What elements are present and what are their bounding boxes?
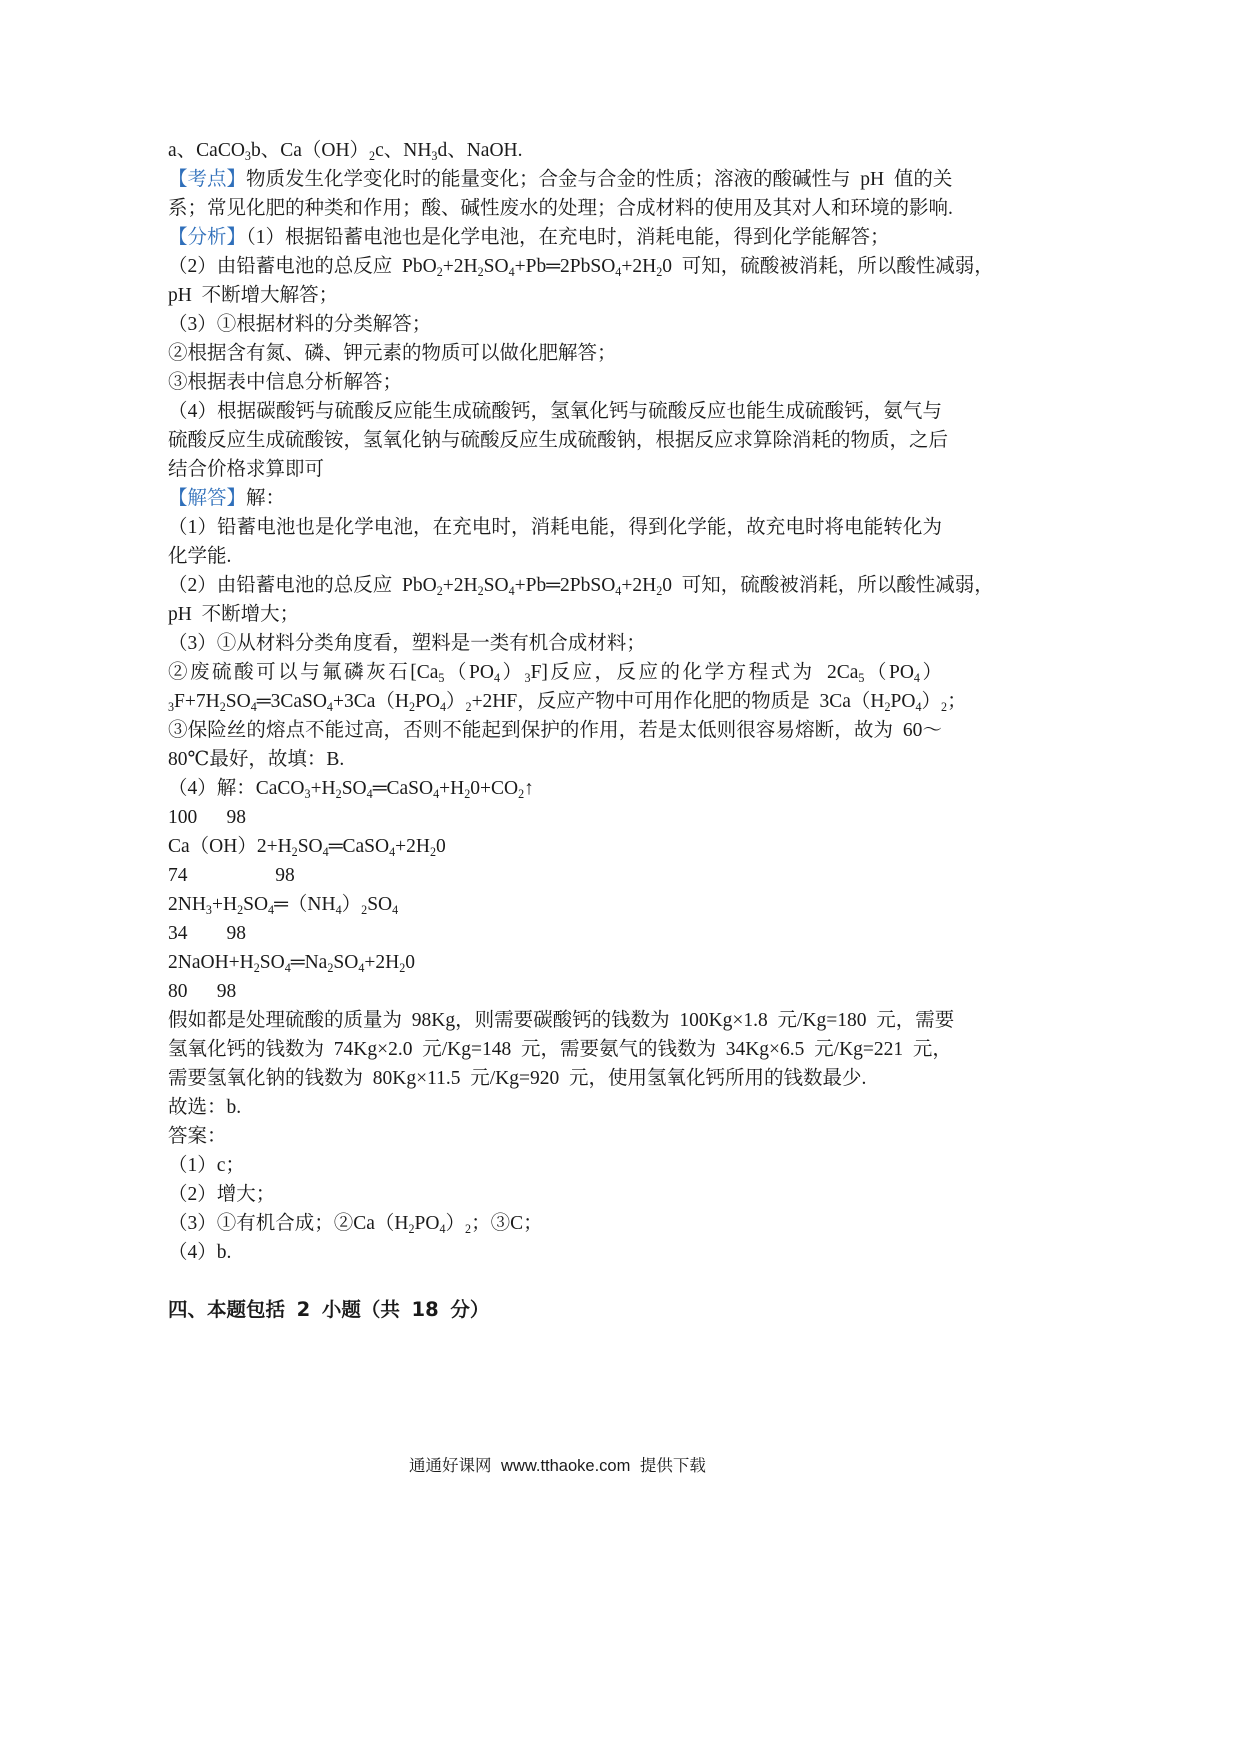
text-run: ③保险丝的熔点不能过高，否则不能起到保护的作用，若是太低则很容易熔断，故为 60～ [168,720,942,741]
text-run: （3）①根据材料的分类解答； [168,314,432,335]
section-label: 【分析】 [168,227,247,248]
text-line [168,919,942,948]
subscript: 2 [656,583,663,598]
subscript: 4 [508,583,515,598]
subscript: 4 [284,960,291,975]
text-run: +Pb═2PbSO [514,575,616,596]
text-run: 化学能. [168,546,232,567]
text-run: a、CaCO [168,140,245,161]
subscript: 2 [291,844,298,859]
answer-body [168,136,994,1267]
subscript: 3 [205,902,212,917]
text-run: ③根据表中信息分析解答； [168,372,403,393]
text-run: （2）由铅蓄电池的总反应 PbO [168,256,437,277]
text-line [168,455,942,484]
text-run: SO [259,952,285,973]
text-run: 0 可知，硫酸被消耗，所以酸性减弱， [662,575,994,596]
text-run: +H [310,778,336,799]
subscript: 5 [438,670,445,685]
text-run: 硫酸反应生成硫酸铵，氢氧化钠与硫酸反应生成硫酸钠，根据反应求算除消耗的物质，之后 [168,430,949,451]
subscript: 3 [168,699,175,714]
text-run: PO [415,691,440,712]
subscript: 4 [322,844,329,859]
text-run: ） [919,662,942,683]
subscript: 4 [250,699,257,714]
subscript: 4 [358,960,365,975]
text-run: 答案： [168,1126,227,1147]
subscript: 2 [429,844,437,859]
text-line [168,484,942,513]
text-run: pH 不断增大解答； [168,285,339,306]
text-line [168,368,942,397]
text-run: SO [225,691,251,712]
subscript: 2 [335,786,342,801]
text-line [168,716,942,745]
subscript: 2 [465,699,472,714]
text-run: ； [947,691,967,712]
subscript: 3 [304,786,311,801]
subscript: 2 [219,699,226,714]
text-run: ═CaSO [372,778,434,799]
text-run: （3）①有机合成；②Ca（H [168,1213,409,1234]
subscript: 4 [392,902,399,917]
text-run: SO [243,894,269,915]
text-run: 80℃最好，故填：B. [168,749,345,770]
text-run: +H [211,894,238,915]
text-line [168,165,953,194]
text-line [168,658,942,687]
text-line [168,310,942,339]
text-run: +2H [621,575,657,596]
text-run: ②根据含有氮、磷、钾元素的物质可以做化肥解答； [168,343,617,364]
text-line [168,281,942,310]
subscript: 2 [464,786,471,801]
text-line [168,600,942,629]
text-run: PO [890,691,916,712]
text-line [168,1064,942,1093]
subscript: 2 [399,960,406,975]
subscript: 2 [477,583,484,598]
text-line [168,136,942,165]
subscript: 2 [361,902,368,917]
text-run: ） [499,662,525,683]
text-line [168,1238,942,1267]
subscript: 2 [477,264,484,279]
text-line [168,861,942,890]
text-run: （3）①从材料分类角度看，塑料是一类有机合成材料； [168,633,646,654]
subscript: 2 [237,902,244,917]
text-line [168,1209,942,1238]
text-line [168,977,942,1006]
subscript: 2 [884,699,891,714]
text-run: +2H [621,256,657,277]
text-line [168,397,942,426]
text-line [168,1006,955,1035]
text-line [168,1122,942,1151]
text-line [168,194,953,223]
subscript: 4 [326,699,333,714]
text-run: +2H [364,952,400,973]
text-run: +2HF，反应产物中可用作化肥的物质是 3Ca（H [471,691,885,712]
text-run: 2NaOH+H [168,952,254,973]
subscript: 4 [913,670,920,685]
subscript: 4 [615,264,622,279]
text-line [168,832,942,861]
text-run: +Pb═2PbSO [514,256,616,277]
text-run: SO [367,894,393,915]
text-run: （1）铅蓄电池也是化学电池，在充电时，消耗电能，得到化学能，故充电时将电能转化为 [168,517,942,538]
text-run: ═3CaSO [256,691,327,712]
subscript: 5 [858,670,865,685]
subscript: 4 [335,902,342,917]
subscript: 4 [493,670,500,685]
text-line [168,513,942,542]
text-line [168,223,942,252]
subscript: 4 [433,786,440,801]
text-run: Ca（OH）2+H [168,836,292,857]
text-run: SO [483,256,509,277]
text-run: F+7H [174,691,220,712]
text-run: （PO [444,662,494,683]
text-line [168,890,942,919]
subscript: 4 [508,264,515,279]
subscript: 2 [327,960,334,975]
text-line [168,1035,952,1064]
text-run: SO [341,778,367,799]
text-run: （2）增大； [168,1184,276,1205]
section-heading: 四、本题包括 2 小题（共 18 分） [168,1298,490,1321]
text-run: 结合价格求算即可 [168,459,325,480]
subscript: 2 [408,699,416,714]
subscript: 4 [915,699,922,714]
text-run: （4）b. [168,1242,232,1263]
text-run: ═CaSO [328,836,390,857]
subscript: 3 [431,148,438,163]
text-run: d、NaOH. [437,140,523,161]
text-run: 系；常见化肥的种类和作用；酸、碱性废水的处理；合成材料的使用及其对人和环境的影响. [168,198,953,219]
page-footer: 通通好课网 www.tthaoke.com 提供下载 [409,1457,706,1475]
text-run: （4）根据碳酸钙与硫酸反应能生成硫酸钙，氢氧化钙与硫酸反应也能生成硫酸钙，氨气与 [168,401,942,422]
text-run: ；③C； [471,1213,543,1234]
text-line [168,426,949,455]
text-line [168,571,994,600]
text-run: ↑ [524,778,534,799]
text-line [168,774,942,803]
subscript: 2 [369,148,376,163]
subscript: 2 [436,264,443,279]
text-run: +H [439,778,465,799]
text-run: ②废硫酸可以与氟磷灰石[Ca [168,662,439,683]
text-line [168,629,942,658]
text-line [168,542,942,571]
text-run: +2H [442,256,478,277]
subscript: 2 [408,1221,415,1236]
text-line [168,1151,942,1180]
text-line [168,948,942,977]
subscript: 2 [436,583,443,598]
subscript: 2 [941,699,948,714]
text-line [168,745,942,774]
text-run: （PO [864,662,914,683]
text-run: （1）根据铅蓄电池也是化学电池，在充电时，消耗电能，得到化学能解答； [246,227,890,248]
text-run: 100 98 [168,807,246,828]
text-run: +2H [442,575,478,596]
text-run: SO [297,836,323,857]
text-run: ） [921,691,942,712]
text-line [168,339,942,368]
subscript: 2 [465,1221,472,1236]
text-run: ） [341,894,362,915]
subscript: 4 [615,583,622,598]
text-line [168,687,967,716]
text-run: 2NH [168,894,206,915]
subscript: 2 [518,786,525,801]
text-run: PO [414,1213,440,1234]
text-run: （2）由铅蓄电池的总反应 PbO [168,575,437,596]
subscript: 4 [439,1221,446,1236]
subscript: 4 [389,844,396,859]
subscript: 2 [253,960,260,975]
subscript: 4 [268,902,275,917]
text-run: 34 98 [168,923,246,944]
text-run: 80 98 [168,981,237,1002]
text-run: 74 98 [168,865,295,886]
text-run: （1）c； [168,1155,245,1176]
text-run: +3Ca（H [332,691,409,712]
text-line [168,1180,942,1209]
text-run: 需要氢氧化钠的钱数为 80Kg×11.5 元/Kg=920 元，使用氢氧化钙所用的钱数最少. [168,1068,867,1089]
text-line [168,1093,942,1122]
text-run: pH 不断增大； [168,604,300,625]
text-run: 0 可知，硫酸被消耗，所以酸性减弱， [662,256,994,277]
subscript: 2 [656,264,663,279]
text-line [168,252,994,281]
subscript: 3 [524,670,531,685]
section-label: 【解答】 [168,488,247,509]
text-run: SO [483,575,509,596]
text-run: 氢氧化钙的钱数为 74Kg×2.0 元/Kg=148 元，需要氨气的钱数为 34Kg×6.5 元/Kg=221 元， [168,1039,952,1060]
text-run: ） [446,691,466,712]
subscript: 4 [439,699,446,714]
text-run: ═（NH [274,894,336,915]
text-run: 0 [405,952,415,973]
text-run: 假如都是处理硫酸的质量为 98Kg，则需要碳酸钙的钱数为 100Kg×1.8 元/Kg=180 元，需要 [168,1010,955,1031]
text-run: 0 [436,836,446,857]
text-line [168,803,942,832]
text-run: 解： [246,488,286,509]
subscript: 3 [244,148,251,163]
text-run: 物质发生化学变化时的能量变化；合金与合金的性质；溶液的酸碱性与 pH 值的关 [246,169,953,190]
text-run: b、Ca（OH） [250,140,370,161]
text-run: SO [333,952,359,973]
text-run: 故选：b. [168,1097,242,1118]
text-run: ） [445,1213,466,1234]
section-label: 【考点】 [168,169,247,190]
text-run: F]反应，反应的化学方程式为 2Ca [530,662,859,683]
subscript: 4 [366,786,373,801]
text-run: 0+CO [470,778,519,799]
text-run: c、NH [375,140,432,161]
text-run: +2H [395,836,430,857]
text-run: ═Na [290,952,328,973]
text-run: （4）解：CaCO [168,778,305,799]
